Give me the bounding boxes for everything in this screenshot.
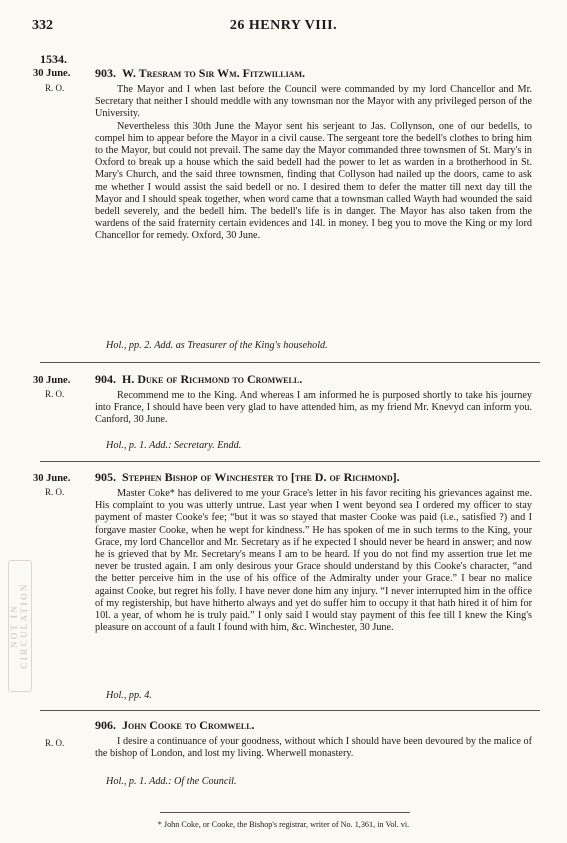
entry-date: 30 June. [33,473,71,484]
entry-source: R. O. [45,83,65,93]
entry-paragraph: Master Coke* has delivered to me your Grace's letter in his favor reciting his grievances against me. His complaint to you was utterly untrue. Last year when I went beyond sea I ordered my officer to stay payment of master Cooke's fee; “but it was so stayed that master Cooke was paid (i.e., satisfied ?) and I forgave master Cooke, when he wept for kindness.” He has spoken of me in such terms to the King, your Grace, my lord Chancellor and Mr. Secretary as if he expected I should never be heard in answer; and now he is grieved that by Mr. Secretary's means I am to be heard. If you do not find my assertion true let me never be trusted again. I am only desirous your Grace should understand by this Cooke's character, “and the better perceive him in the use of his office of the Admiralty under your Grace.” I bear no malice against Cooke, but regret his folly. I have never done him any injury. “I never interrupted him in the office of my registership, but have hitherto always and yet do suffer him to occupy it that hath hired it of him for 10l. a year, of whom he is truly paid.” I only said I would stay payment of this fee till I knew the King's pleasure on account of a fault I found with him, &c. Winchester, 30 June. [95,488,532,634]
page-number: 332 [32,18,53,33]
entry-number: 903. [95,66,116,80]
entry-divider [40,461,540,462]
entry-body [95,736,532,760]
entry-title [95,470,400,485]
year-label: 1534. [40,52,67,66]
entry-body [95,84,532,243]
entry-title [95,718,255,733]
entry-date: 30 June. [33,68,71,79]
entry-paragraph: Recommend me to the King. And whereas I am informed he is purposed shortly to take his journey into France, I should have been very glad to have attended him, as my friend Mr. Knevyd can inform you. Canford, 30 June. [95,390,532,426]
running-head: 26 HENRY VIII. [229,18,338,33]
entry-heading: H. Duke of Richmond to Cromwell. [122,372,303,386]
entry-paragraph: I desire a continuance of your goodness, without which I should have been devoured by the malice of the bishop of London, and lost my living. Wherwell monastery. [95,736,532,760]
entry-meta: Hol., pp. 2. Add. as Treasurer of the King's household. [106,340,328,351]
page-header [0,18,567,40]
entry-number: 906. [95,718,116,732]
library-stamp: NOT IN CIRCULATION [8,560,32,692]
entry-body [95,390,532,427]
entry-meta: Hol., p. 1. Add.: Secretary. Endd. [106,440,242,451]
entry-number: 905. [95,470,116,484]
entry-divider [40,362,540,363]
entry-meta: Hol., pp. 4. [106,690,152,701]
entry-number: 904. [95,372,116,386]
footnote: * John Coke, or Cooke, the Bishop's registrar, writer of No. 1,361, in Vol. vi. [157,820,410,829]
entry-heading: Stephen Bishop of Winchester to [the D. of Richmond]. [122,470,400,484]
entry-body [95,488,532,634]
footnote-divider [160,812,410,813]
entry-title [95,372,302,387]
entry-heading: John Cooke to Cromwell. [122,718,255,732]
entry-title [95,66,305,81]
entry-source: R. O. [45,738,65,748]
entry-source: R. O. [45,487,65,497]
entry-source: R. O. [45,389,65,399]
entry-paragraph: The Mayor and I when last before the Council were commanded by my lord Chancellor and Mr. Secretary that neither I should meddle with any townsman nor the Mayor with any privileged person of the University. [95,84,532,120]
entry-date: 30 June. [33,375,71,386]
entry-divider [40,710,540,711]
entry-meta: Hol., p. 1. Add.: Of the Council. [106,776,237,787]
entry-paragraph: Nevertheless this 30th June the Mayor sent his serjeant to Jas. Collynson, one of our bedells, to compel him to appear before the Mayor in a civil cause. The sergeant tore the bedell's clothes to bring him to the Mayor, but could not prevail. The same day the Mayor commanded three townsmen of St. Mary's in Oxford to break up a house which the said bedell had the power to let as warden in a brotherhood in St. Mary's Church, and the said three townsmen, finding that Collyson had nailed up the doors, came to ask me whether I would assist the said bedell or no. I desired them to defer the matter till next day till the Mayor and I should speak together, when word came that a townsman called Wayth had wounded the said bedell severely, and the bedell him. The bedell's life is in danger. The Mayor has also taken from the wardens of the said fraternity certain evidences and 14l. in money. I beg you to move the King or my lord Chancellor for remedy. Oxford, 30 June. [95,120,532,242]
entry-heading: W. Tresram to Sir Wm. Fitzwilliam. [122,66,306,80]
